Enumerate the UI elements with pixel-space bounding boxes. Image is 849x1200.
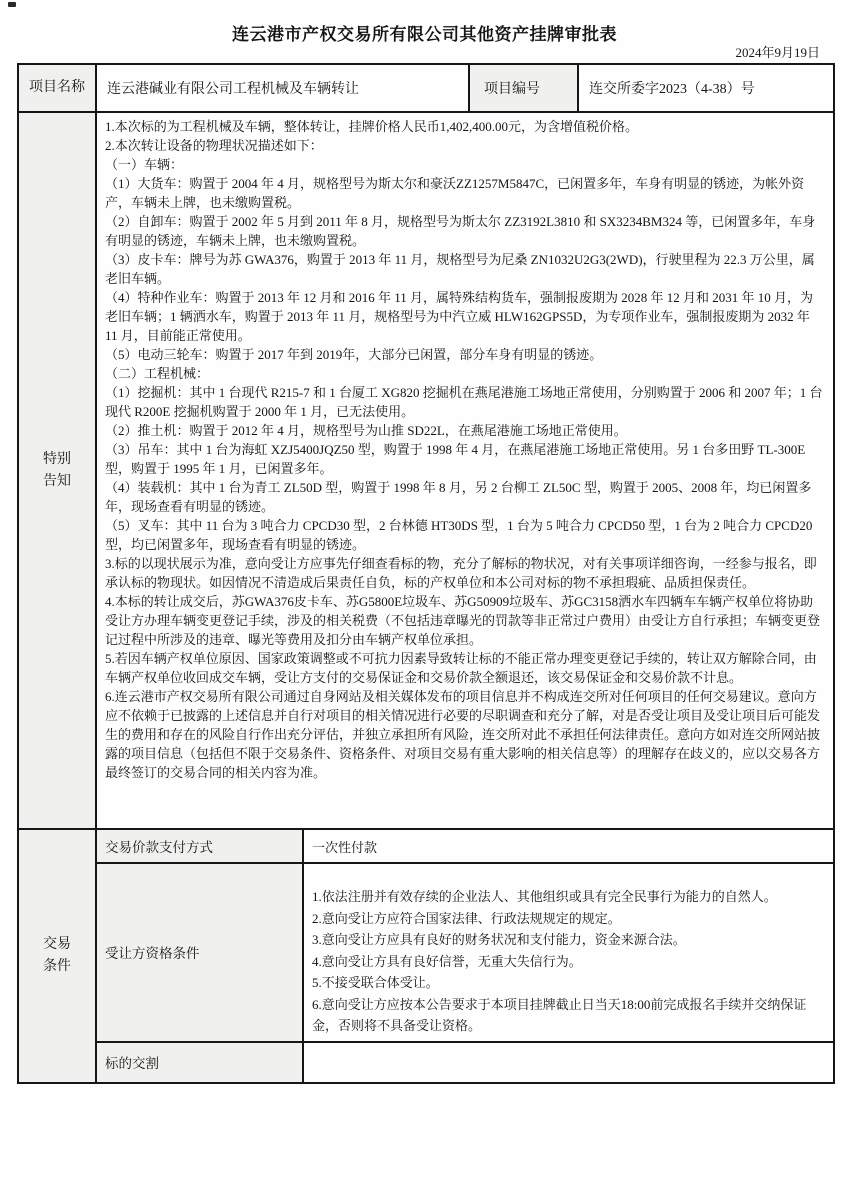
notice-paragraph: （1）大货车：购置于 2004 年 4 月，规格型号为斯太尔和豪沃ZZ1257M5847C，已闲置多年，车身有明显的锈迹，为帐外资产，车辆未上牌，也未缴购置税。 xyxy=(105,176,805,210)
table-row xyxy=(18,863,834,1042)
notice-paragraph: （5）电动三轮车：购置于 2017 年到 2019年，大部分已闲置，部分车身有明显的锈迹。 xyxy=(105,347,603,362)
qualification-item: 6.意向受让方应按本公告要求于本项目挂牌截止日当天18:00前完成报名手续并交纳保证金，否则将不具备受让资格。 xyxy=(312,996,807,1033)
special-notice-label-line2: 告知 xyxy=(43,473,71,489)
notice-paragraph: （4）装载机：其中 1 台为青工 ZL50D 型，购置于 1998 年 8 月，另 2 台柳工 ZL50C 型，购置于 2005、2008 年，均已闲置多年，现场查看有明显的锈迹。 xyxy=(105,480,812,514)
document-date: 2024年9月19日 xyxy=(735,45,820,60)
notice-paragraph: （2）自卸车：购置于 2002 年 5 月到 2011 年 8 月，规格型号为斯太尔 ZZ3192L3810 和 SX3234BM324 等，已闲置多年，车身有明显的锈迹，车辆未上牌，也未缴购置税。 xyxy=(105,214,816,248)
special-notice-label-line1: 特别 xyxy=(43,451,71,467)
table-row xyxy=(18,64,834,112)
qualification-item: 1.依法注册并有效存续的企业法人、其他组织或具有完全民事行为能力的自然人。 xyxy=(312,889,777,904)
payment-method-value: 一次性付款 xyxy=(303,829,834,863)
project-number-label: 项目编号 xyxy=(469,64,578,112)
qualification-item: 5.不接受联合体受让。 xyxy=(312,975,439,990)
notice-paragraph: （一）车辆： xyxy=(105,157,184,172)
qualification-item: 2.意向受让方应符合国家法律、行政法规规定的规定。 xyxy=(312,910,621,926)
notice-paragraph: （1）挖掘机：其中 1 台现代 R215-7 和 1 台厦工 XG820 挖掘机在燕尾港施工场地正常使用，分别购置于 2006 和 2007 年；1 台现代 R200E 挖掘机购置于 2000 年 1 月，已无法使用。 xyxy=(105,385,823,419)
qualification-item: 4.意向受让方具有良好信誉，无重大失信行为。 xyxy=(312,953,582,969)
notice-paragraph: （3）皮卡车：牌号为苏 GWA376，购置于 2013 年 11 月，规格型号为尼桑 ZN1032U2G3(2WD)，行驶里程为 22.3 万公里，属老旧车辆。 xyxy=(105,252,815,286)
table-row xyxy=(18,1042,834,1083)
trade-conditions-label xyxy=(18,829,96,1083)
project-number-value: 连交所委字2023（4-38）号 xyxy=(578,64,834,112)
trade-conditions-label-line1: 交易 xyxy=(43,936,71,952)
approval-form-table xyxy=(17,63,835,1084)
notice-paragraph: （4）特种作业车：购置于 2013 年 12 月和 2016 年 11 月，属特殊结构货车，强制报废期为 2028 年 12 月和 2031 年 10 月，为老旧车辆；1 辆洒水车，购置于 2013 年 11 月，规格型号为中汽立威 HLW162GPS5D，为专项作业车，强制报废期为 2032 年 11 月，目前能正常使用。 xyxy=(105,290,814,343)
project-name-label: 项目名称 xyxy=(18,64,96,112)
subject-delivery-value xyxy=(303,1042,834,1083)
payment-method-label: 交易价款支付方式 xyxy=(96,829,303,863)
notice-paragraph: （二）工程机械： xyxy=(105,366,210,381)
scan-artifact xyxy=(8,2,16,7)
transferee-qualification-label: 受让方资格条件 xyxy=(96,863,303,1042)
table-row xyxy=(18,112,834,829)
notice-paragraph: （3）吊车：其中 1 台为海虹 XZJ5400JQZ50 型，购置于 1998 年 4 月，在燕尾港施工场地正常使用。另 1 台多田野 TL-300E 型，购置于 1995 年 1 月，已闲置多年。 xyxy=(105,442,806,476)
subject-delivery-label: 标的交割 xyxy=(96,1042,303,1083)
notice-paragraph: 6.连云港市产权交易所有限公司通过自身网站及相关媒体发布的项目信息并不构成连交所对任何项目的任何交易建议。意向方应不依赖于已披露的上述信息并自行对项目的相关情况进行必要的尽职调查和充分了解，对是否受让项目及受让项目后可能发生的费用和存在的风险自行作出充分评估，并独立承担所有风险，连交所对此不承担任何法律责任。意向方如对连交所网站披露的项目信息（包括但不限于交易条件、资格条件、对项目交易有重大影响的相关信息等）的理解存在歧义的，应以交易各方最终签订的交易合同的相关内容为准。 xyxy=(105,689,821,780)
notice-paragraph: 3.标的以现状展示为准，意向受让方应事先仔细查看标的物，充分了解标的物状况，对有关事项详细咨询，一经参与报名，即承认标的物现状。如因情况不清造成后果责任自负，标的产权单位和本公司对标的物不承担瑕疵、品质担保责任。 xyxy=(105,556,817,590)
page-title: 连云港市产权交易所有限公司其他资产挂牌审批表 xyxy=(232,25,617,44)
notice-paragraph: 2.本次转让设备的物理状况描述如下： xyxy=(105,138,323,153)
transferee-qualification-content xyxy=(303,863,834,1042)
special-notice-label xyxy=(18,112,96,829)
qualification-item: 3.意向受让方应具有良好的财务状况和支付能力，资金来源合法。 xyxy=(312,932,686,947)
notice-paragraph: （2）推土机：购置于 2012 年 4 月，规格型号为山推 SD22L，在燕尾港施工场地正常使用。 xyxy=(105,423,627,438)
table-row xyxy=(18,829,834,863)
special-notice-content xyxy=(96,112,834,829)
trade-conditions-label-line2: 条件 xyxy=(43,958,71,974)
notice-paragraph: 1.本次标的为工程机械及车辆，整体转让，挂牌价格人民币1,402,400.00元，为含增值税价格。 xyxy=(105,119,639,134)
notice-paragraph: 5.若因车辆产权单位原因、国家政策调整或不可抗力因素导致转让标的不能正常办理变更登记手续的，转让双方解除合同，由车辆产权单位收回成交车辆，受让方支付的交易保证金和交易价款全额退还，该交易保证金和交易价款不计息。 xyxy=(105,651,817,685)
notice-paragraph: 4.本标的转让成交后，苏GWA376皮卡车、苏G5800E垃圾车、苏G50909垃圾车、苏GC3158洒水车四辆车车辆产权单位将协助受让方办理车辆变更登记手续，涉及的相关税费（不包括违章曝光的罚款等非正常过户费用）由受让方自行承担；车辆变更登记过程中所涉及的违章、曝光等费用及扣分由车辆产权单位承担。 xyxy=(105,594,821,647)
notice-paragraph: （5）叉车：其中 11 台为 3 吨合力 CPCD30 型，2 台林德 HT30DS 型，1 台为 5 吨合力 CPCD50 型，1 台为 2 吨合力 CPCD20 型，均已闲置多年，现场查看有明显的锈迹。 xyxy=(105,518,813,552)
project-name-value: 连云港碱业有限公司工程机械及车辆转让 xyxy=(96,64,469,112)
